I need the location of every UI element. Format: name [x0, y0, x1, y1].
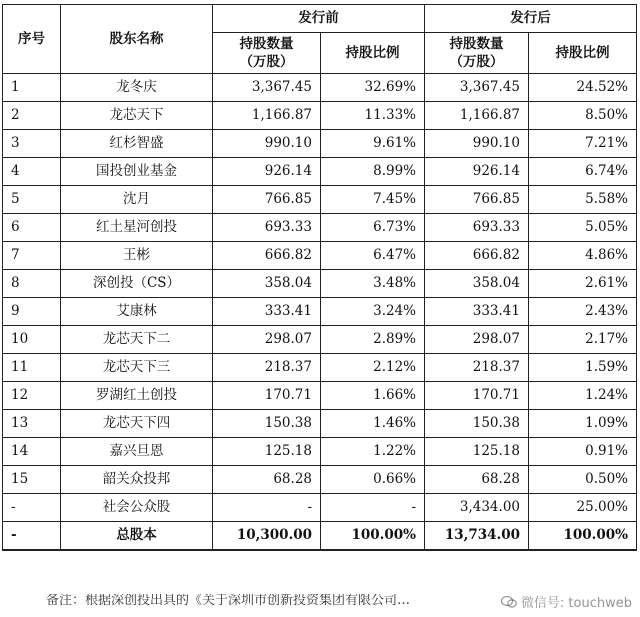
cell-index: 6 — [3, 214, 61, 242]
cell-shareholder-name: 龙芯天下三 — [61, 354, 213, 382]
cell-after-shares: 170.71 — [425, 382, 529, 410]
total-before-ratio: 100.00% — [321, 522, 425, 551]
header-before-shares-line1: 持股数量 — [239, 36, 294, 52]
cell-before-ratio: 6.73% — [321, 214, 425, 242]
cell-before-shares: 926.14 — [213, 158, 321, 186]
cell-after-shares: 3,434.00 — [425, 494, 529, 522]
table-row — [3, 326, 637, 354]
cell-shareholder-name: 红土星河创投 — [61, 214, 213, 242]
table-row — [3, 186, 637, 214]
table-row — [3, 270, 637, 298]
cell-before-ratio: 11.33% — [321, 102, 425, 130]
cell-before-shares: 3,367.45 — [213, 74, 321, 102]
cell-before-ratio: 3.48% — [321, 270, 425, 298]
cell-shareholder-name: 沈月 — [61, 186, 213, 214]
cell-after-ratio: 8.50% — [529, 102, 637, 130]
cell-index: 7 — [3, 242, 61, 270]
cell-after-ratio: 24.52% — [529, 74, 637, 102]
table-row — [3, 438, 637, 466]
cell-shareholder-name: 罗湖红土创投 — [61, 382, 213, 410]
table-row — [3, 158, 637, 186]
total-index: - — [3, 522, 61, 551]
header-index: 序号 — [3, 5, 61, 74]
table-row — [3, 354, 637, 382]
cell-after-shares: 358.04 — [425, 270, 529, 298]
cell-before-ratio: 8.99% — [321, 158, 425, 186]
cell-after-shares: 666.82 — [425, 242, 529, 270]
cell-after-ratio: 2.61% — [529, 270, 637, 298]
cell-index: - — [3, 494, 61, 522]
table-row — [3, 410, 637, 438]
cell-shareholder-name: 社会公众股 — [61, 494, 213, 522]
cell-after-ratio: 2.17% — [529, 326, 637, 354]
cell-shareholder-name: 龙芯天下四 — [61, 410, 213, 438]
cell-after-ratio: 2.43% — [529, 298, 637, 326]
cell-after-ratio: 4.86% — [529, 242, 637, 270]
shareholding-table — [2, 4, 637, 551]
cell-index: 14 — [3, 438, 61, 466]
table-row — [3, 494, 637, 522]
cell-after-ratio: 0.50% — [529, 466, 637, 494]
cell-before-ratio: 3.24% — [321, 298, 425, 326]
cell-index: 2 — [3, 102, 61, 130]
cell-after-ratio: 5.05% — [529, 214, 637, 242]
cell-index: 5 — [3, 186, 61, 214]
header-before-shares-line2: （万股） — [239, 54, 294, 70]
cell-after-ratio: 1.09% — [529, 410, 637, 438]
cell-before-shares: 358.04 — [213, 270, 321, 298]
table-row — [3, 74, 637, 102]
cell-index: 1 — [3, 74, 61, 102]
cell-after-shares: 1,166.87 — [425, 102, 529, 130]
cell-before-shares: 68.28 — [213, 466, 321, 494]
cell-before-shares: 333.41 — [213, 298, 321, 326]
total-after-shares: 13,734.00 — [425, 522, 529, 551]
cell-shareholder-name: 嘉兴旦恩 — [61, 438, 213, 466]
cell-after-shares: 68.28 — [425, 466, 529, 494]
table-row — [3, 298, 637, 326]
table-row — [3, 242, 637, 270]
cell-index: 9 — [3, 298, 61, 326]
cell-shareholder-name: 龙冬庆 — [61, 74, 213, 102]
header-row-top — [3, 5, 637, 33]
cell-after-shares: 218.37 — [425, 354, 529, 382]
cell-before-shares: 125.18 — [213, 438, 321, 466]
cell-after-shares: 298.07 — [425, 326, 529, 354]
table-row — [3, 102, 637, 130]
cell-before-shares: 1,166.87 — [213, 102, 321, 130]
total-before-shares: 10,300.00 — [213, 522, 321, 551]
cell-after-shares: 150.38 — [425, 410, 529, 438]
table-header — [3, 5, 637, 74]
cell-after-ratio: 1.59% — [529, 354, 637, 382]
header-after-shares — [425, 33, 529, 74]
table-row — [3, 130, 637, 158]
cell-index: 3 — [3, 130, 61, 158]
cell-before-shares: - — [213, 494, 321, 522]
cell-before-shares: 170.71 — [213, 382, 321, 410]
shareholding-table-container — [2, 4, 636, 551]
cell-before-ratio: - — [321, 494, 425, 522]
table-row — [3, 214, 637, 242]
header-shareholder-name: 股东名称 — [61, 5, 213, 74]
header-after-shares-line2: （万股） — [449, 54, 504, 70]
cell-before-ratio: 0.66% — [321, 466, 425, 494]
cell-before-shares: 218.37 — [213, 354, 321, 382]
wechat-icon — [501, 595, 517, 609]
cell-after-shares: 990.10 — [425, 130, 529, 158]
cell-before-shares: 693.33 — [213, 214, 321, 242]
footnote: 备注：根据深创投出具的《关于深圳市创新投资集团有限公司… — [46, 594, 411, 608]
cell-shareholder-name: 红杉智盛 — [61, 130, 213, 158]
cell-after-ratio: 6.74% — [529, 158, 637, 186]
cell-shareholder-name: 深创投（CS） — [61, 270, 213, 298]
cell-index: 13 — [3, 410, 61, 438]
cell-before-ratio: 2.12% — [321, 354, 425, 382]
cell-after-ratio: 7.21% — [529, 130, 637, 158]
header-before-shares — [213, 33, 321, 74]
cell-shareholder-name: 国投创业基金 — [61, 158, 213, 186]
cell-after-ratio: 1.24% — [529, 382, 637, 410]
cell-before-ratio: 7.45% — [321, 186, 425, 214]
cell-before-ratio: 2.89% — [321, 326, 425, 354]
cell-after-shares: 766.85 — [425, 186, 529, 214]
cell-shareholder-name: 艾康林 — [61, 298, 213, 326]
table-body — [3, 74, 637, 551]
cell-after-shares: 3,367.45 — [425, 74, 529, 102]
header-after-shares-line1: 持股数量 — [449, 36, 504, 52]
cell-before-ratio: 32.69% — [321, 74, 425, 102]
table-row — [3, 466, 637, 494]
cell-index: 15 — [3, 466, 61, 494]
table-row — [3, 382, 637, 410]
cell-before-ratio: 1.66% — [321, 382, 425, 410]
cell-shareholder-name: 王彬 — [61, 242, 213, 270]
cell-index: 8 — [3, 270, 61, 298]
header-before-issuance: 发行前 — [213, 5, 425, 33]
cell-before-shares: 990.10 — [213, 130, 321, 158]
cell-after-shares: 693.33 — [425, 214, 529, 242]
cell-before-ratio: 9.61% — [321, 130, 425, 158]
total-row — [3, 522, 637, 551]
header-after-ratio: 持股比例 — [529, 33, 637, 74]
cell-before-ratio: 6.47% — [321, 242, 425, 270]
cell-before-shares: 150.38 — [213, 410, 321, 438]
cell-shareholder-name: 龙芯天下 — [61, 102, 213, 130]
cell-index: 11 — [3, 354, 61, 382]
cell-index: 4 — [3, 158, 61, 186]
cell-shareholder-name: 龙芯天下二 — [61, 326, 213, 354]
cell-before-shares: 766.85 — [213, 186, 321, 214]
cell-after-shares: 926.14 — [425, 158, 529, 186]
header-after-issuance: 发行后 — [425, 5, 637, 33]
cell-before-shares: 666.82 — [213, 242, 321, 270]
total-after-ratio: 100.00% — [529, 522, 637, 551]
cell-before-ratio: 1.22% — [321, 438, 425, 466]
watermark — [499, 592, 634, 611]
cell-index: 10 — [3, 326, 61, 354]
cell-after-ratio: 25.00% — [529, 494, 637, 522]
total-name: 总股本 — [61, 522, 213, 551]
header-before-ratio: 持股比例 — [321, 33, 425, 74]
cell-shareholder-name: 韶关众投邦 — [61, 466, 213, 494]
watermark-text: 微信号: touchweb — [520, 596, 632, 611]
cell-after-shares: 125.18 — [425, 438, 529, 466]
cell-before-shares: 298.07 — [213, 326, 321, 354]
cell-after-ratio: 0.91% — [529, 438, 637, 466]
cell-index: 12 — [3, 382, 61, 410]
cell-before-ratio: 1.46% — [321, 410, 425, 438]
cell-after-ratio: 5.58% — [529, 186, 637, 214]
cell-after-shares: 333.41 — [425, 298, 529, 326]
